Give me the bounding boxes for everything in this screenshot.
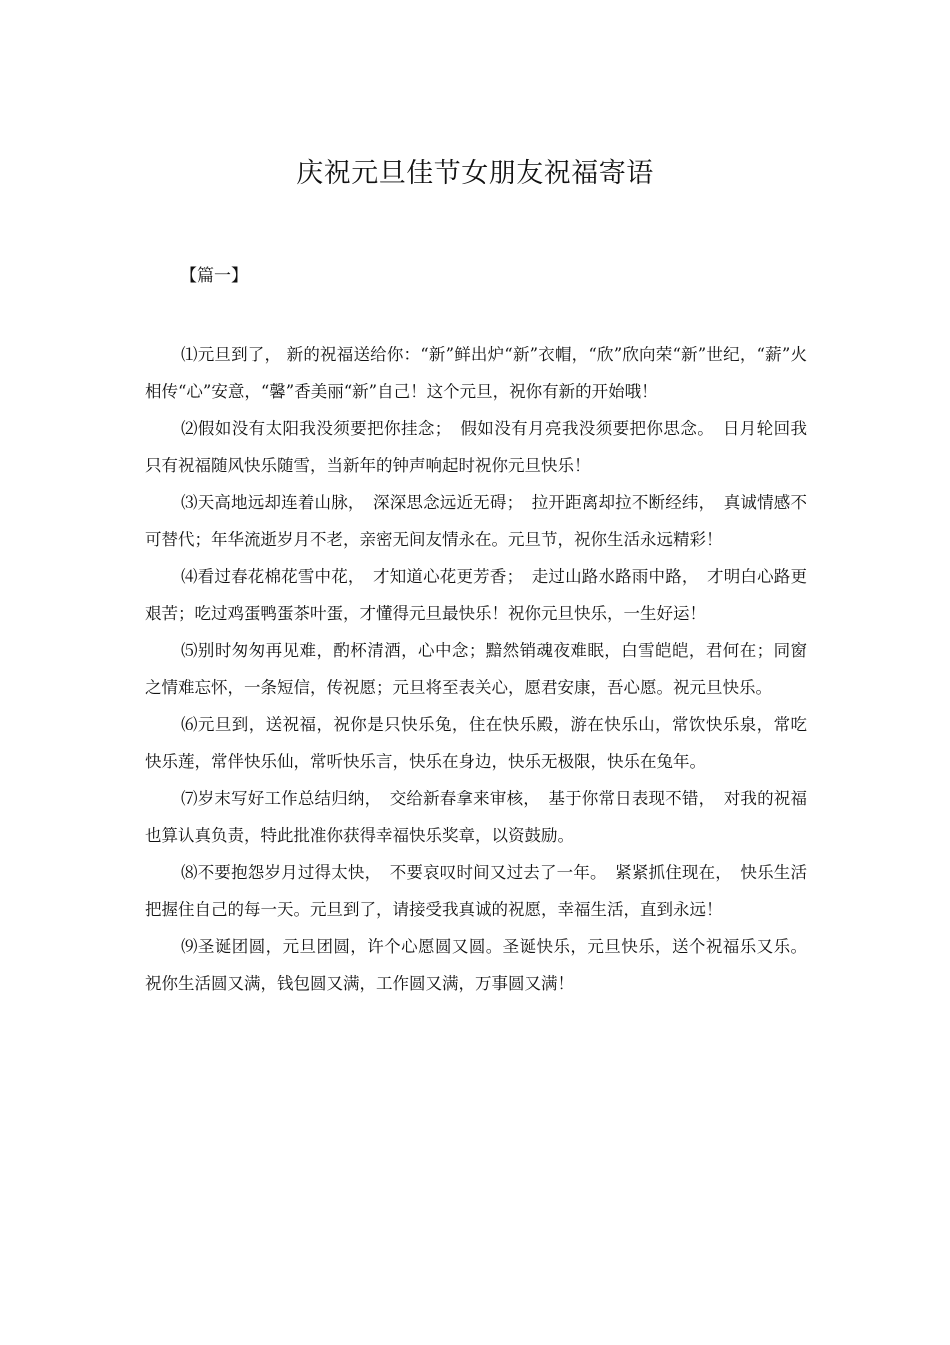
paragraph-2: ⑵假如没有太阳我没须要把你挂念； 假如没有月亮我没须要把你思念。 日月轮回我只有祝福随风快乐随雪，当新年的钟声响起时祝你元旦快乐！	[145, 419, 807, 475]
paragraph-6: ⑹元旦到，送祝福，祝你是只快乐兔，住在快乐殿，游在快乐山，常饮快乐泉，常吃快乐莲，常伴快乐仙，常听快乐言，快乐在身边，快乐无极限，快乐在兔年。	[145, 715, 807, 771]
paragraph-8: ⑻不要抱怨岁月过得太快， 不要哀叹时间又过去了一年。 紧紧抓住现在， 快乐生活把握住自己的每一天。元旦到了，请接受我真诚的祝愿，幸福生活，直到永远！	[145, 863, 807, 919]
paragraph-5: ⑸别时匆匆再见难，酌杯清酒，心中念；黯然销魂夜难眠，白雪皑皑，君何在；同窗之情难忘怀，一条短信，传祝愿；元旦将至表关心，愿君安康，吾心愿。祝元旦快乐。	[145, 641, 807, 697]
document-body	[145, 336, 807, 1002]
document-title: 庆祝元旦佳节女朋友祝福寄语	[296, 158, 654, 189]
section-label: 【篇一】	[180, 266, 248, 286]
paragraph-9: ⑼圣诞团圆，元旦团圆，许个心愿圆又圆。圣诞快乐，元旦快乐，送个祝福乐又乐。祝你生活圆又满，钱包圆又满，工作圆又满，万事圆又满！	[145, 937, 807, 993]
paragraph-7: ⑺岁末写好工作总结归纳， 交给新春拿来审核， 基于你常日表现不错， 对我的祝福也算认真负责，特此批准你获得幸福快乐奖章，以资鼓励。	[145, 789, 807, 845]
paragraph-3: ⑶天高地远却连着山脉， 深深思念远近无碍； 拉开距离却拉不断经纬， 真诚情感不可替代；年华流逝岁月不老，亲密无间友情永在。元旦节，祝你生活永远精彩！	[145, 493, 807, 549]
paragraph-4: ⑷看过春花棉花雪中花， 才知道心花更芳香； 走过山路水路雨中路， 才明白心路更艰苦；吃过鸡蛋鸭蛋茶叶蛋，才懂得元旦最快乐！祝你元旦快乐，一生好运！	[145, 567, 807, 623]
paragraph-1: ⑴元旦到了， 新的祝福送给你：“新”鲜出炉“新”衣帽，“欣”欣向荣“新”世纪，“薪”火相传“心”安意，“馨”香美丽“新”自己！这个元旦，祝你有新的开始哦！	[145, 345, 807, 401]
